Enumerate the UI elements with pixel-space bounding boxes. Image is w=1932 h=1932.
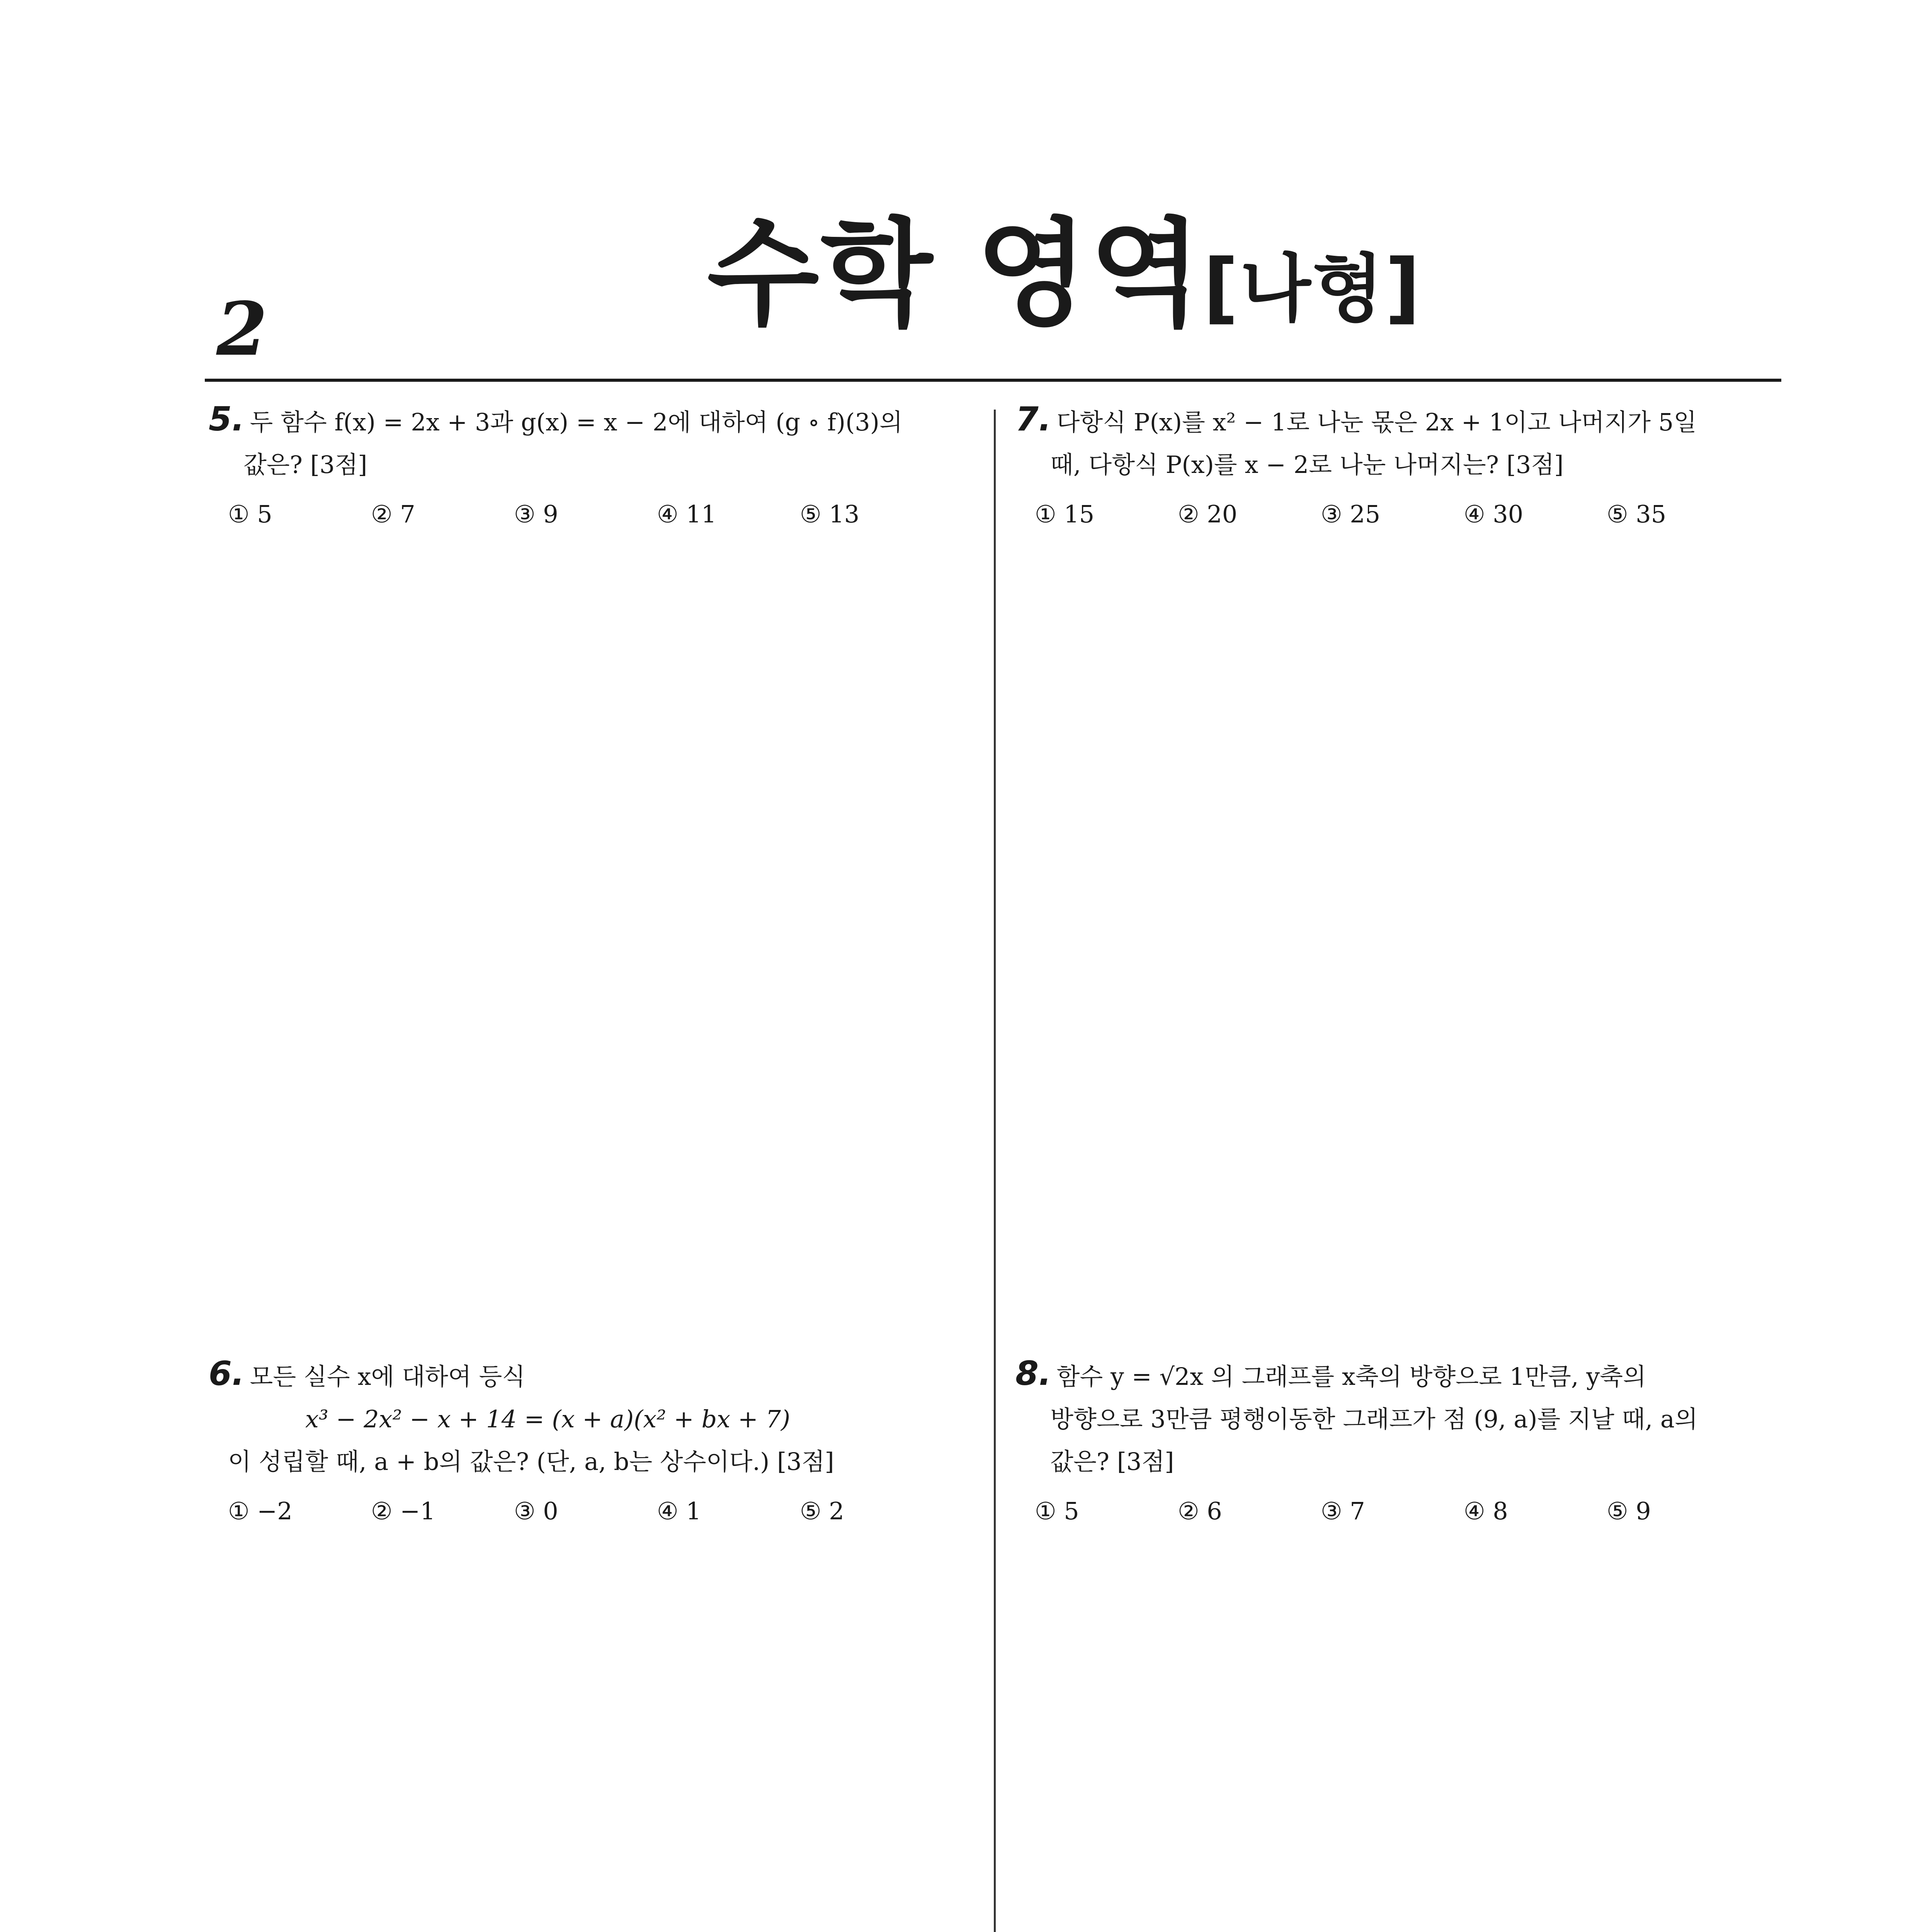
answer-choice-5[interactable]: ⑤ 13 [800, 500, 860, 528]
answer-choice-3[interactable]: ③ 25 [1321, 500, 1381, 528]
question-text-line: 값은? [3점] [1050, 1447, 1174, 1476]
title-bracket-open: [ [1203, 243, 1240, 333]
answer-choice-1[interactable]: ① 5 [1035, 1497, 1079, 1525]
answer-choice-2[interactable]: ② −1 [371, 1497, 435, 1525]
question-number: 5. [209, 400, 245, 439]
title-sub: 나형 [1240, 246, 1385, 332]
question-text-line: 방향으로 3만큼 평행이동한 그래프가 점 (9, a)를 지날 때, a의 [1050, 1405, 1698, 1433]
question-number: 6. [209, 1354, 245, 1393]
title-bracket-close: ] [1385, 243, 1422, 333]
question-5 [209, 398, 943, 536]
answer-choices [1015, 493, 1750, 536]
answer-choice-5[interactable]: ⑤ 9 [1607, 1497, 1651, 1525]
answer-choices [1015, 1490, 1750, 1532]
question-text-line: 모든 실수 x에 대하여 등식 [250, 1362, 526, 1391]
answer-choice-3[interactable]: ③ 0 [514, 1497, 558, 1525]
header-rule [205, 379, 1781, 382]
question-6 [209, 1352, 943, 1532]
question-text-line: 이 성립할 때, a + b의 값은? (단, a, b는 상수이다.) [3점] [228, 1447, 834, 1476]
answer-choice-3[interactable]: ③ 7 [1321, 1497, 1365, 1525]
answer-choice-1[interactable]: ① 5 [228, 500, 272, 528]
question-text-line: 두 함수 f(x) = 2x + 3과 g(x) = x − 2에 대하여 (g ∘ f)(3)의 [250, 408, 903, 436]
answer-choice-1[interactable]: ① 15 [1035, 500, 1095, 528]
question-text-line: 다항식 P(x)를 x² − 1로 나눈 몫은 2x + 1이고 나머지가 5일 [1056, 408, 1697, 436]
question-number: 7. [1015, 400, 1051, 439]
answer-choice-4[interactable]: ④ 1 [657, 1497, 701, 1525]
question-7 [1015, 398, 1750, 536]
question-8 [1015, 1352, 1750, 1532]
equation-line: x³ − 2x² − x + 14 = (x + a)(x² + bx + 7) [305, 1405, 791, 1433]
answer-choice-1[interactable]: ① −2 [228, 1497, 293, 1525]
answer-choice-2[interactable]: ② 20 [1178, 500, 1238, 528]
question-text-line: 때, 다항식 P(x)를 x − 2로 나눈 나머지는? [3점] [1050, 451, 1564, 479]
page-number: 2 [216, 286, 268, 372]
answer-choice-2[interactable]: ② 7 [371, 500, 415, 528]
answer-choice-4[interactable]: ④ 8 [1464, 1497, 1508, 1525]
answer-choice-2[interactable]: ② 6 [1178, 1497, 1222, 1525]
answer-choice-4[interactable]: ④ 30 [1464, 500, 1524, 528]
page-title [707, 207, 1422, 342]
answer-choice-5[interactable]: ⑤ 35 [1607, 500, 1667, 528]
question-text-line: 함수 y = √2x 의 그래프를 x축의 방향으로 1만큼, y축의 [1056, 1362, 1646, 1391]
answer-choices [209, 493, 943, 536]
question-text-line: 값은? [3점] [243, 451, 367, 479]
column-divider [994, 410, 996, 1932]
answer-choices [209, 1490, 943, 1532]
question-number: 8. [1015, 1354, 1051, 1393]
answer-choice-4[interactable]: ④ 11 [657, 500, 717, 528]
answer-choice-5[interactable]: ⑤ 2 [800, 1497, 844, 1525]
answer-choice-3[interactable]: ③ 9 [514, 500, 558, 528]
title-main: 수학 영역 [707, 207, 1203, 342]
